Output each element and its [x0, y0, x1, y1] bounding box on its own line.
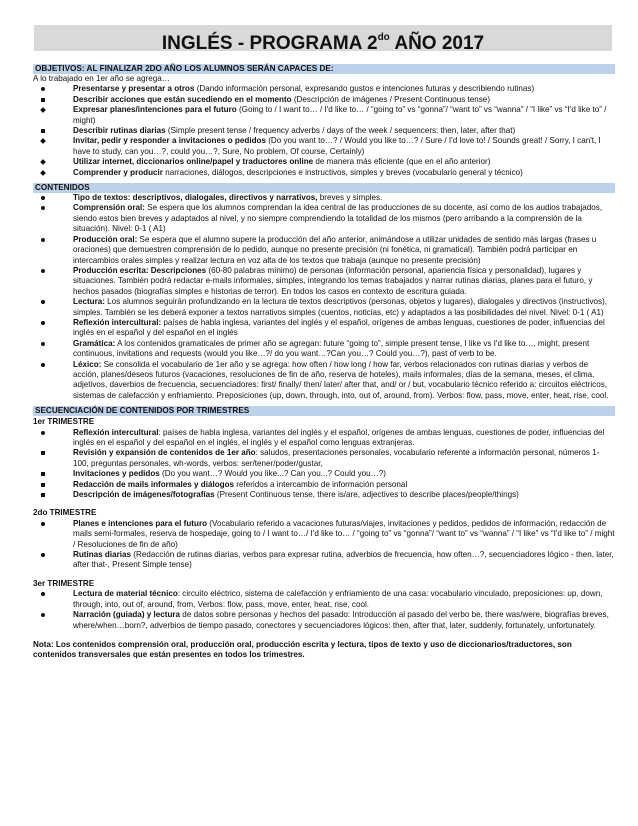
list-item: [33, 610, 615, 631]
list-item: [33, 428, 615, 449]
item-term: Rutinas diarias: [73, 550, 132, 560]
item-term: Redacción de mails informales y diálogos: [73, 479, 235, 489]
item-text: (60-80 palabras mínimo) de personas (información personal, apariencia física y personalidad), lugares y situaciones. También podrá redactar e-mails informales, simples, integrando los temas trabajados y narrar rutinas diarias, planes para el futuro, y hechos pasados (biografías simples e historias de terror). En todos los casos en contexto de escritura guiada.: [73, 265, 593, 296]
list-item: [33, 339, 615, 360]
bullet-icon: [40, 107, 46, 113]
list-item: [33, 490, 615, 500]
trimestre-3-label: 3er TRIMESTRE: [33, 578, 95, 588]
contenidos-list: [33, 193, 615, 401]
bullet-icon: [41, 129, 45, 133]
item-term: Producción oral:: [73, 234, 138, 244]
item-term: Revisión y expansión de contenidos de 1er año: [73, 448, 256, 458]
item-text: países de habla inglesa, variantes del inglés y el español, orígenes de ambas lenguas, cuestiones de poder, influencias del inglés en el español y del español en el inglés: [73, 317, 605, 338]
list-item: [33, 297, 615, 318]
item-term: Utilizar internet, diccionarios online/papel y traductores online: [73, 157, 314, 167]
trimestre-3-list: [33, 589, 615, 631]
bullet-icon: [41, 472, 45, 476]
list-item: [33, 126, 615, 136]
item-term: Descripción de imágenes/fotografías: [73, 490, 215, 500]
document-body: [33, 64, 615, 661]
item-term: Tipo de textos: descriptivos, dialogales, directivos y narrativos,: [73, 193, 318, 203]
list-item: [33, 95, 615, 105]
bullet-icon: [41, 431, 45, 435]
title-banner: [34, 25, 612, 54]
list-item: [33, 550, 615, 571]
item-term: Describir acciones que están sucediendo en el momento: [73, 94, 292, 104]
objetivos-heading: OBJETIVOS: AL FINALIZAR 2DO AÑO LOS ALUMNOS SERÁN CAPACES DE:: [33, 64, 615, 74]
list-item: [33, 318, 615, 339]
nota-paragraph: Nota: Los contenidos comprensión oral, producción oral, producción escrita y lectura, tipos de texto y uso de diccionarios/traductores, son contenidos transversales que están presentes en todos los trimestres.: [33, 639, 572, 660]
item-text: (Dando información personal, expresando gustos e intenciones futuras y describiendo rutinas): [194, 84, 535, 94]
bullet-icon: [41, 592, 45, 596]
item-text: (Descripción de imágenes / Present Continuous tense): [291, 94, 491, 104]
contenidos-section: [33, 183, 615, 401]
bullet-icon: [41, 238, 45, 242]
item-term: Gramática:: [73, 338, 116, 348]
item-text: : países de habla inglesa, variantes del inglés y el español, orígenes de ambas lenguas, cuestiones de poder, influencias del inglés en el español y del español en el inglés, el inglés y el español como lenguas extranjeras.: [73, 427, 605, 447]
item-term: Invitar, pedir y responder a invitaciones o pedidos: [73, 136, 266, 146]
trimestre-2-label: 2do TRIMESTRE: [33, 508, 97, 518]
item-text: referidos a intercambio de información personal: [234, 479, 408, 489]
secuenciacion-heading: SECUENCIACIÓN DE CONTENIDOS POR TRIMESTRES: [33, 406, 615, 416]
bullet-icon: [41, 98, 45, 102]
bullet-icon: [41, 206, 45, 210]
contenidos-heading: CONTENIDOS: [33, 183, 615, 193]
item-term: Lectura de material técnico: [73, 589, 178, 599]
bullet-icon: [41, 483, 45, 487]
list-item: [33, 266, 615, 297]
item-text: Los alumnos seguirán profundizando en la lectura de textos descriptivos (personas, objetos y lugares), dialogales y directivos (instructivos), simples. También se les deberá exponer a textos narrativos simples (cuentos, noticias, etc) y adaptados a las posibilidades del nivel. Nivel: 0-1 ( A1): [73, 297, 608, 317]
list-item: [33, 203, 615, 234]
item-term: Reflexión intercultural: [73, 427, 159, 437]
bullet-icon: [41, 493, 45, 497]
item-text: (Going to / I want to… / I'd like to… / “going to” vs “gonna”/ “want to” vs “wanna” / “I like” vs “I'd like to” / might): [73, 105, 607, 125]
secuenciacion-section: [33, 406, 615, 631]
trimestre-1-list: [33, 428, 615, 501]
list-item: [33, 360, 615, 402]
trimestre-2-list: [33, 519, 615, 571]
bullet-icon: [41, 321, 45, 325]
list-item: [33, 480, 615, 490]
item-text: (Redacción de rutinas diarias, verbos para expresar rutina, adverbios de frecuencia, how often…?, secuenciadores lógico - then, later, after that-, Present Simple tense): [73, 550, 614, 570]
bullet-icon: [41, 522, 45, 526]
bullet-icon: [41, 300, 45, 304]
item-text: (Present Continuous tense, there is/are, adjectives to describe places/people/things): [214, 490, 519, 500]
list-item: [33, 193, 615, 203]
item-term: Producción escrita: Descripciones: [73, 265, 207, 275]
item-term: Expresar planes/intenciones para el futuro: [73, 105, 237, 115]
bullet-icon: [41, 553, 45, 557]
list-item: [33, 589, 615, 610]
bullet-icon: [40, 159, 46, 165]
item-text: (Do you want…? Would you like...? Can you...? Could you…?): [159, 469, 386, 479]
objetivos-section: [33, 64, 615, 178]
bullet-icon: [40, 170, 46, 176]
list-item: [33, 469, 615, 479]
list-item: [33, 519, 615, 550]
item-text: Se consolida el vocabulario de 1er año y se agrega: how often / how long / how far, verbos relacionados con rutinas diarias y verbos de acción, planes/deseos futuros (vacaciones, resoluciones de fin de año, reserva de hoteles), mails informales, días de la semana, meses, el clima, adjetivos, daverbios de frecuencia, secuenciadores: first/ finally/ then/ later/ after that, and/ or / but, vocabulario técnico referido a: circuitos eléctricos, sistemas de calefacción y enfriamiento. Preposiciones (up, down, through, into, out of, around, from). Verbos: flow, pass, move, enter, heat, rise, cool.: [73, 359, 609, 400]
list-item: [33, 448, 615, 469]
bullet-icon: [40, 139, 46, 145]
item-text: Se espera que el alumno supere la producción del año anterior, animándose a utilizar unidades de sentido más largas (frases u oraciones) que demuestren comprensión de lo pedido, aunque no presente precisión (ni fonética, ni gramatical). También podrá participar en intercambios orales simples y realizar lectura en voz alta de los textos que trabaja (aunque no presente precisión): [73, 234, 597, 265]
item-text: de manera más eficiente (que en el año anterior): [313, 157, 491, 167]
bullet-icon: [41, 613, 45, 617]
objetivos-list: [33, 84, 615, 178]
list-item: [33, 157, 615, 167]
page-title: INGLÉS - PROGRAMA $2^{do}$ AÑO 2017: [161, 32, 485, 54]
item-term: Lectura:: [73, 297, 105, 307]
bullet-icon: [41, 342, 45, 346]
item-term: Presentarse y presentar a otros: [73, 84, 195, 94]
bullet-icon: [41, 87, 45, 91]
item-term: Describir rutinas diarias: [73, 126, 166, 136]
list-item: [33, 136, 615, 157]
item-text: de datos sobre personas y hechos del pasado: Introducción al pasado del verbo be, there was/were, biografías breves, where/when…born?, adverbios de tiempo pasado, conectores y secuenciadores lógicos: then, after that, later, suddenly, fortunately, unfortunately.: [73, 610, 609, 630]
list-item: [33, 84, 615, 94]
item-term: Léxico:: [73, 359, 102, 369]
item-text: Se espera que los alumnos comprendan la idea central de las producciones de su docente, así como de los audios trabajados, siendo estos bien breves y adaptados al nivel, y no siempre comprendiendo la totalidad de los mismos (pero arribando a la comprensión de la situación). Nivel: 0-1 ( A1): [73, 203, 603, 234]
list-item: [33, 168, 615, 178]
item-text: narraciones, diálogos, descripciones e instructivos, simples y breves (vocabulario general y técnico): [162, 167, 523, 177]
objetivos-intro: A lo trabajado en 1er año se agrega…: [33, 74, 170, 83]
item-text: breves y simples.: [317, 193, 383, 203]
bullet-icon: [41, 269, 45, 273]
item-term: Reflexión intercultural:: [73, 317, 162, 327]
list-item: [33, 105, 615, 126]
bullet-icon: [41, 363, 45, 367]
item-term: Invitaciones y pedidos: [73, 469, 160, 479]
item-term: Comprender y producir: [73, 167, 163, 177]
bullet-icon: [41, 196, 45, 200]
item-text: : circuito eléctrico, sistema de calefacción y enfriamiento de una casa: vocabulario vinculado, preposiciones: up, down, through, into, out of, around, from, Verbos: flow, pass, move, enter, heat, rise, cool.: [73, 589, 603, 609]
item-text: (Simple present tense / frequency adverbs / days of the week / sequencers: then, later, after that): [165, 126, 516, 136]
item-text: (Do you want to…? / Would you like to…? / Sure / I'd love to! / Sounds great! / Sorry, I can't, I have to study, can you…?, could you…?, Sure, No problem, Of course, Certainly): [73, 136, 601, 156]
item-term: Comprensión oral:: [73, 203, 145, 213]
list-item: [33, 235, 615, 266]
item-term: Narración (guiada) y lectura: [73, 610, 181, 620]
item-text: : saludos, presentaciones personales, vocabulario referente a información personal, números 1-100, preguntas personales, wh-words, verbos: ser/tener/poder/gustar,: [73, 448, 600, 468]
bullet-icon: [41, 451, 45, 455]
item-term: Planes e intenciones para el futuro: [73, 518, 208, 528]
trimestre-1-label: 1er TRIMESTRE: [33, 417, 95, 427]
item-text: (Vocabulario referido a vacaciones futuras/viajes, invitaciones y pedidos, pedidos de información, redacción de mails semi-formales, reserva de hospedaje, going to / I want to…/ I'd like to… / “going to” vs “gonna”/ “want to” vs “wanna” / “I like” vs “I'd like to” / might / Resoluciones de fin de año): [73, 518, 615, 549]
item-text: A los contenidos gramaticales de primer año se agregan: future “going to”, simple present tense, I like vs I'd like to…, might, present continuous, invitations and requests (would you like…?/ do you want…?Can you…? Could you…?), past of verb to be.: [73, 338, 590, 359]
